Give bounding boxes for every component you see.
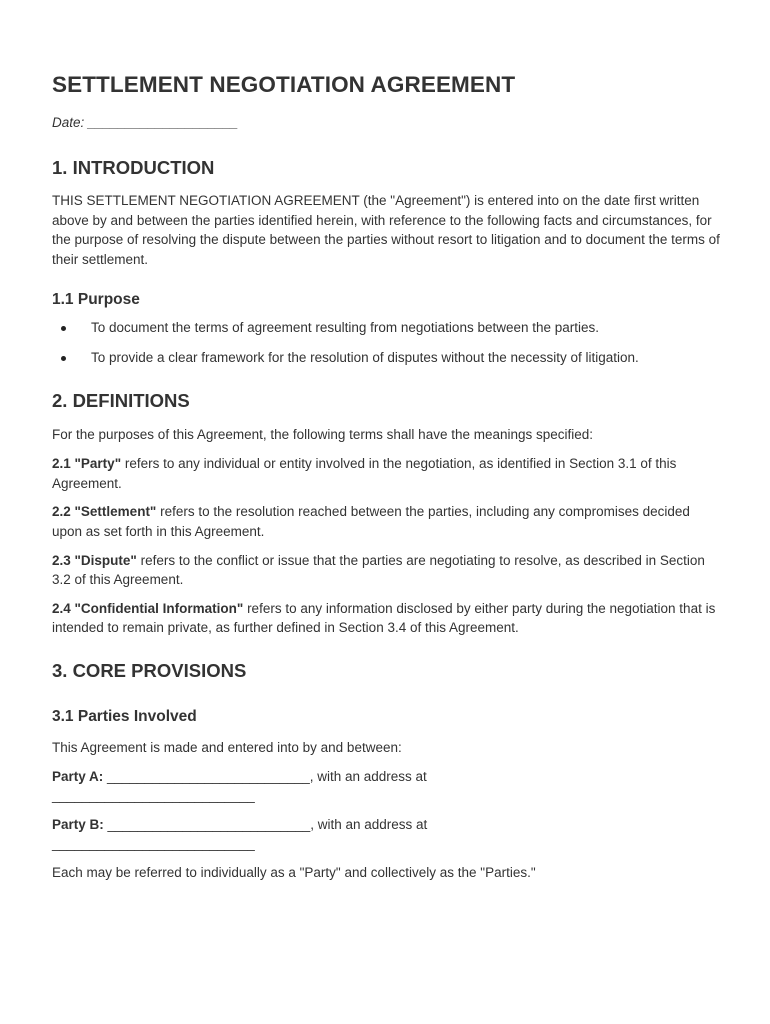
bullet-icon — [61, 356, 66, 361]
definition-text: refers to any information disclosed by either party during the negotiation that is intended to remain private, as further defined in Section 3.4 of this Agreement. — [52, 600, 716, 636]
party-b-text: ___________________________, with an address at ___________________________ — [52, 816, 428, 852]
definition-term: 2.1 "Party" — [52, 456, 122, 472]
list-item-text: To document the terms of agreement resulting from negotiations between the parties. — [91, 320, 600, 336]
parties-closing: Each may be referred to individually as a "Party" and collectively as the "Parties." — [52, 864, 536, 880]
party-a-line — [52, 767, 492, 806]
subsection-heading-parties: 3.1 Parties Involved — [52, 707, 197, 725]
definition-item — [52, 454, 722, 493]
definition-term: 2.4 "Confidential Information" — [52, 600, 244, 616]
bullet-icon — [61, 326, 66, 331]
definition-term: 2.2 "Settlement" — [52, 504, 157, 520]
section-heading-definitions: 2. DEFINITIONS — [52, 389, 190, 411]
list-item-text: To provide a clear framework for the resolution of disputes without the necessity of litigation. — [91, 349, 639, 365]
definition-item — [52, 502, 722, 541]
definition-term: 2.3 "Dispute" — [52, 552, 137, 568]
definition-item — [52, 551, 722, 590]
introduction-body: THIS SETTLEMENT NEGOTIATION AGREEMENT (the "Agreement") is entered into on the date first written above by and between the parties identified herein, with reference to the following facts and circumstances, for the purpose of resolving the dispute between the parties without resort to litigation and to document the terms of their settlement. — [52, 193, 720, 267]
purpose-list — [52, 318, 722, 367]
party-b-label: Party B: — [52, 816, 104, 832]
section-introduction — [52, 157, 722, 368]
document-page — [52, 72, 722, 882]
section-heading-core-provisions: 3. CORE PROVISIONS — [52, 659, 247, 681]
definition-text: refers to the conflict or issue that the parties are negotiating to resolve, as described in Section 3.2 of this Agreement. — [52, 552, 705, 588]
party-a-label: Party A: — [52, 768, 104, 784]
date-line: Date: ____________________ — [52, 115, 239, 130]
parties-intro: This Agreement is made and entered into by and between: — [52, 739, 402, 755]
definition-text: refers to any individual or entity involved in the negotiation, as identified in Section 3.1 of this Agreement. — [52, 456, 677, 491]
list-item — [52, 318, 722, 338]
definition-item — [52, 599, 722, 638]
definition-text: refers to the resolution reached between the parties, including any compromises decided upon as set forth in this Agreement. — [52, 504, 690, 539]
subsection-heading-purpose: 1.1 Purpose — [52, 291, 140, 309]
section-heading-introduction: 1. INTRODUCTION — [52, 157, 215, 178]
list-item — [52, 348, 722, 368]
section-definitions — [52, 390, 722, 638]
section-core-provisions — [52, 660, 722, 883]
party-b-line — [52, 815, 492, 854]
document-title: SETTLEMENT NEGOTIATION AGREEMENT — [52, 72, 516, 97]
definitions-intro: For the purposes of this Agreement, the following terms shall have the meanings specified: — [52, 426, 594, 442]
party-a-text: ___________________________, with an address at ___________________________ — [52, 768, 427, 804]
